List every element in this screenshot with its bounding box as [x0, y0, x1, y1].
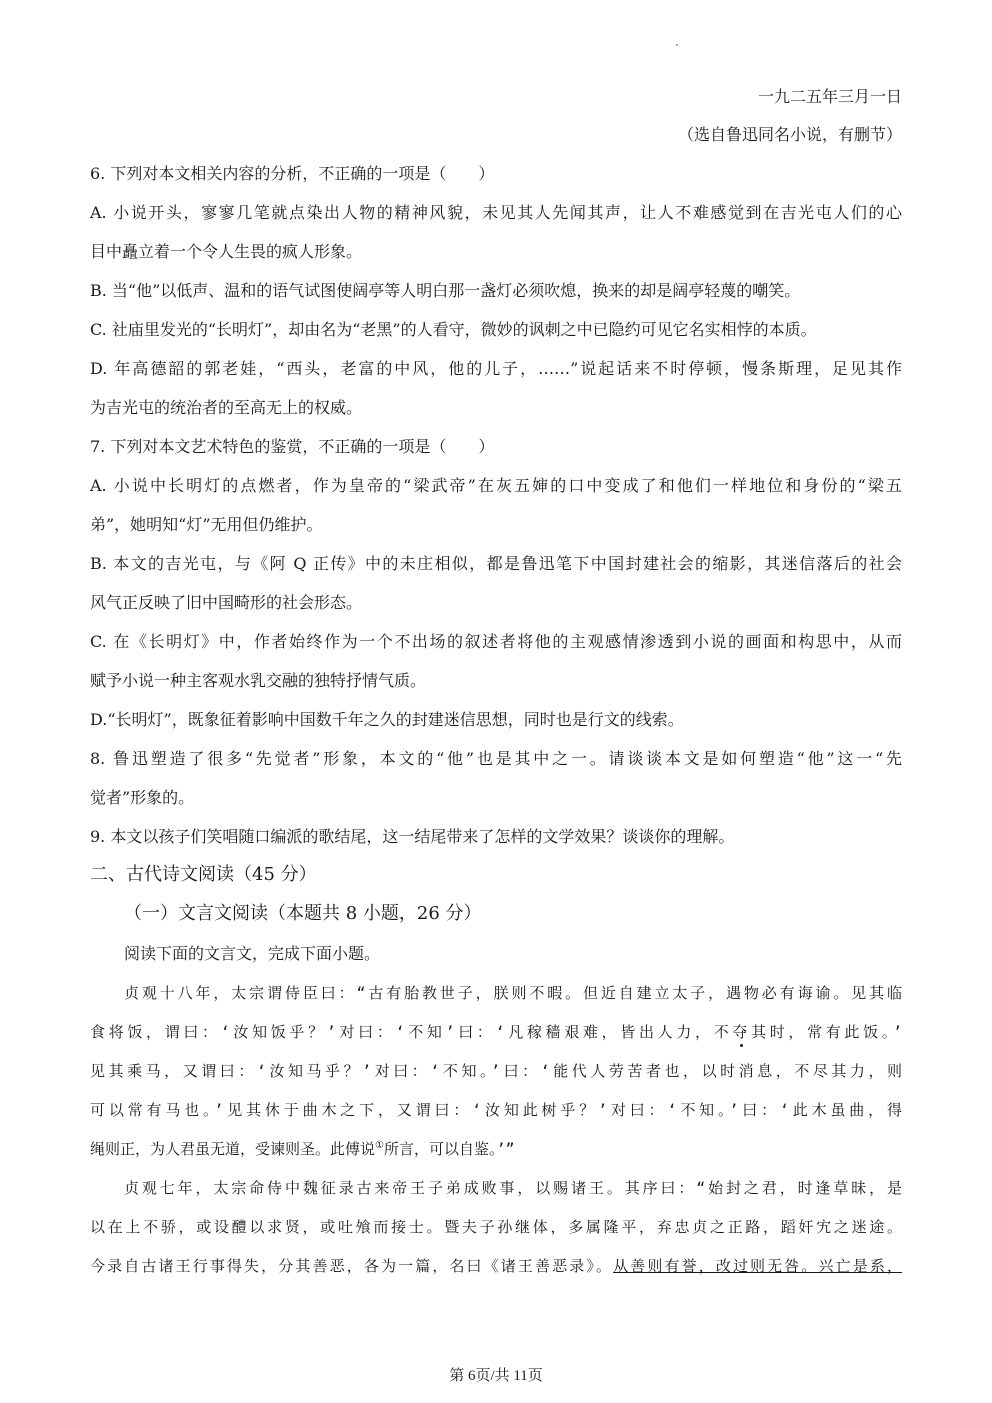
scan-speck [676, 44, 678, 46]
classical-text-line [90, 1255, 902, 1277]
question-7-option-b: B. 本文的吉光屯，与《阿 Q 正传》中的未庄相似，都是鲁迅笔下中国封建社会的缩影，其迷信落后的社会 [90, 554, 902, 573]
question-7-option-a: A. 小说中长明灯的点燃者，作为皇帝的“梁武帝”在灰五婶的口中变成了和他们一样地位和身份的“梁五 [90, 476, 902, 495]
source-line: （选自鲁迅同名小说，有删节） [677, 125, 902, 144]
classical-text-span: 绳则正，为人君虽无道，受谏则圣。此傅说 [90, 1140, 376, 1158]
question-7-option-c-cont: 赋予小说一种主客观水乳交融的独特抒情气质。 [90, 671, 427, 690]
subsection-title: （一）文言文阅读（本题共 8 小题，26 分） [124, 903, 482, 924]
classical-text-line: 见其乘马，又谓曰：‘汝知马乎？’对曰：‘不知。’曰：‘能代人劳苦者也，以时消息，不尽其力，则 [90, 1062, 902, 1080]
classical-text-line: 可以常有马也。’见其休于曲木之下，又谓曰：‘汝知此树乎？’对曰：‘不知。’曰：‘此木虽曲，得 [90, 1101, 902, 1119]
classical-text-line [90, 1021, 902, 1043]
page-number: 第 6页/共 11页 [449, 1368, 543, 1384]
question-7-option-c: C. 在《长明灯》中，作者始终作为一个不出场的叙述者将他的主观感情渗透到小说的画面和构思中，从而 [90, 632, 902, 651]
footnote-marker: ① [375, 1140, 384, 1151]
reading-instruction: 阅读下面的文言文，完成下面小题。 [124, 944, 381, 963]
underlined-sentence: 从善则有誉，改过则无咎。兴亡是系， [613, 1257, 902, 1275]
question-7-option-a-cont: 弟”，她明知“灯”无用但仍维护。 [90, 515, 323, 534]
section-title: 二、古代诗文阅读（45 分） [90, 864, 317, 885]
question-6-stem: 6. 下列对本文相关内容的分析，不正确的一项是（ ） [90, 164, 495, 183]
question-8: 8. 鲁迅塑造了很多“先觉者”形象，本文的“他”也是其中之一。请谈谈本文是如何塑造“他”这一“先 [90, 749, 902, 768]
question-8-cont: 觉者”形象的。 [90, 788, 195, 807]
question-6-option-a: A. 小说开头，寥寥几笔就点染出人物的精神风貌，未见其人先闻其声，让人不难感觉到在吉光屯人们的心 [90, 203, 902, 222]
classical-text-span: 今录自古诸王行事得失，分其善恶，各为一篇，名曰《诸王善恶录》。 [90, 1257, 614, 1275]
classical-text-line: 贞观十八年，太宗谓侍臣曰：“古有胎教世子，朕则不暇。但近自建立太子，遇物必有诲谕。见其临 [124, 984, 902, 1002]
emphasis-dot-char: 夺 [732, 1023, 752, 1041]
question-7-option-d: D.“长明灯”，既象征着影响中国数千年之久的封建迷信思想，同时也是行文的线索。 [90, 710, 684, 729]
question-6-option-d-cont: 为吉光屯的统治者的至高无上的权威。 [90, 398, 363, 417]
question-6-option-b: B. 当“他”以低声、温和的语气试图使阔亭等人明白那一盏灯必须吹熄，换来的却是阔亭轻蔑的嘲笑。 [90, 281, 801, 300]
question-7-stem: 7. 下列对本文艺术特色的鉴赏，不正确的一项是（ ） [90, 437, 495, 456]
question-6-option-c: C. 社庙里发光的“长明灯”，却由名为“老黑”的人看守，微妙的讽刺之中已隐约可见它名实相悖的本质。 [90, 320, 817, 339]
classical-text-line [90, 1138, 902, 1160]
classical-text-span: 其时，常有此饭。’ [751, 1023, 902, 1041]
question-6-option-a-cont: 目中矗立着一个令人生畏的疯人形象。 [90, 242, 363, 261]
date-line: 一九二五年三月一日 [757, 87, 902, 106]
question-7-option-b-cont: 风气正反映了旧中国畸形的社会形态。 [90, 593, 363, 612]
classical-text-span: 食将饭，谓曰：‘汝知饭乎？’对曰：‘不知’曰：‘凡稼穑艰难，皆出人力，不 [90, 1023, 733, 1041]
question-6-option-d: D. 年高德韶的郭老娃，“西头，老富的中风，他的儿子，……”说起话来不时停顿，慢条斯理，足见其作 [90, 359, 902, 378]
classical-text-span: 所言，可以自鉴。’” [383, 1140, 515, 1158]
classical-text-line: 贞观七年，太宗命侍中魏征录古来帝王子弟成败事，以赐诸王。其序曰：“始封之君，时逢草昧，是 [124, 1179, 902, 1197]
classical-text-line: 以在上不骄，或设醴以求贤，或吐飧而接士。暨夫子孙继体，多属隆平，弃忠贞之正路，蹈奸宄之迷途。 [90, 1218, 902, 1236]
question-9: 9. 本文以孩子们笑唱随口编派的歌结尾，这一结尾带来了怎样的文学效果？谈谈你的理解。 [90, 827, 735, 846]
